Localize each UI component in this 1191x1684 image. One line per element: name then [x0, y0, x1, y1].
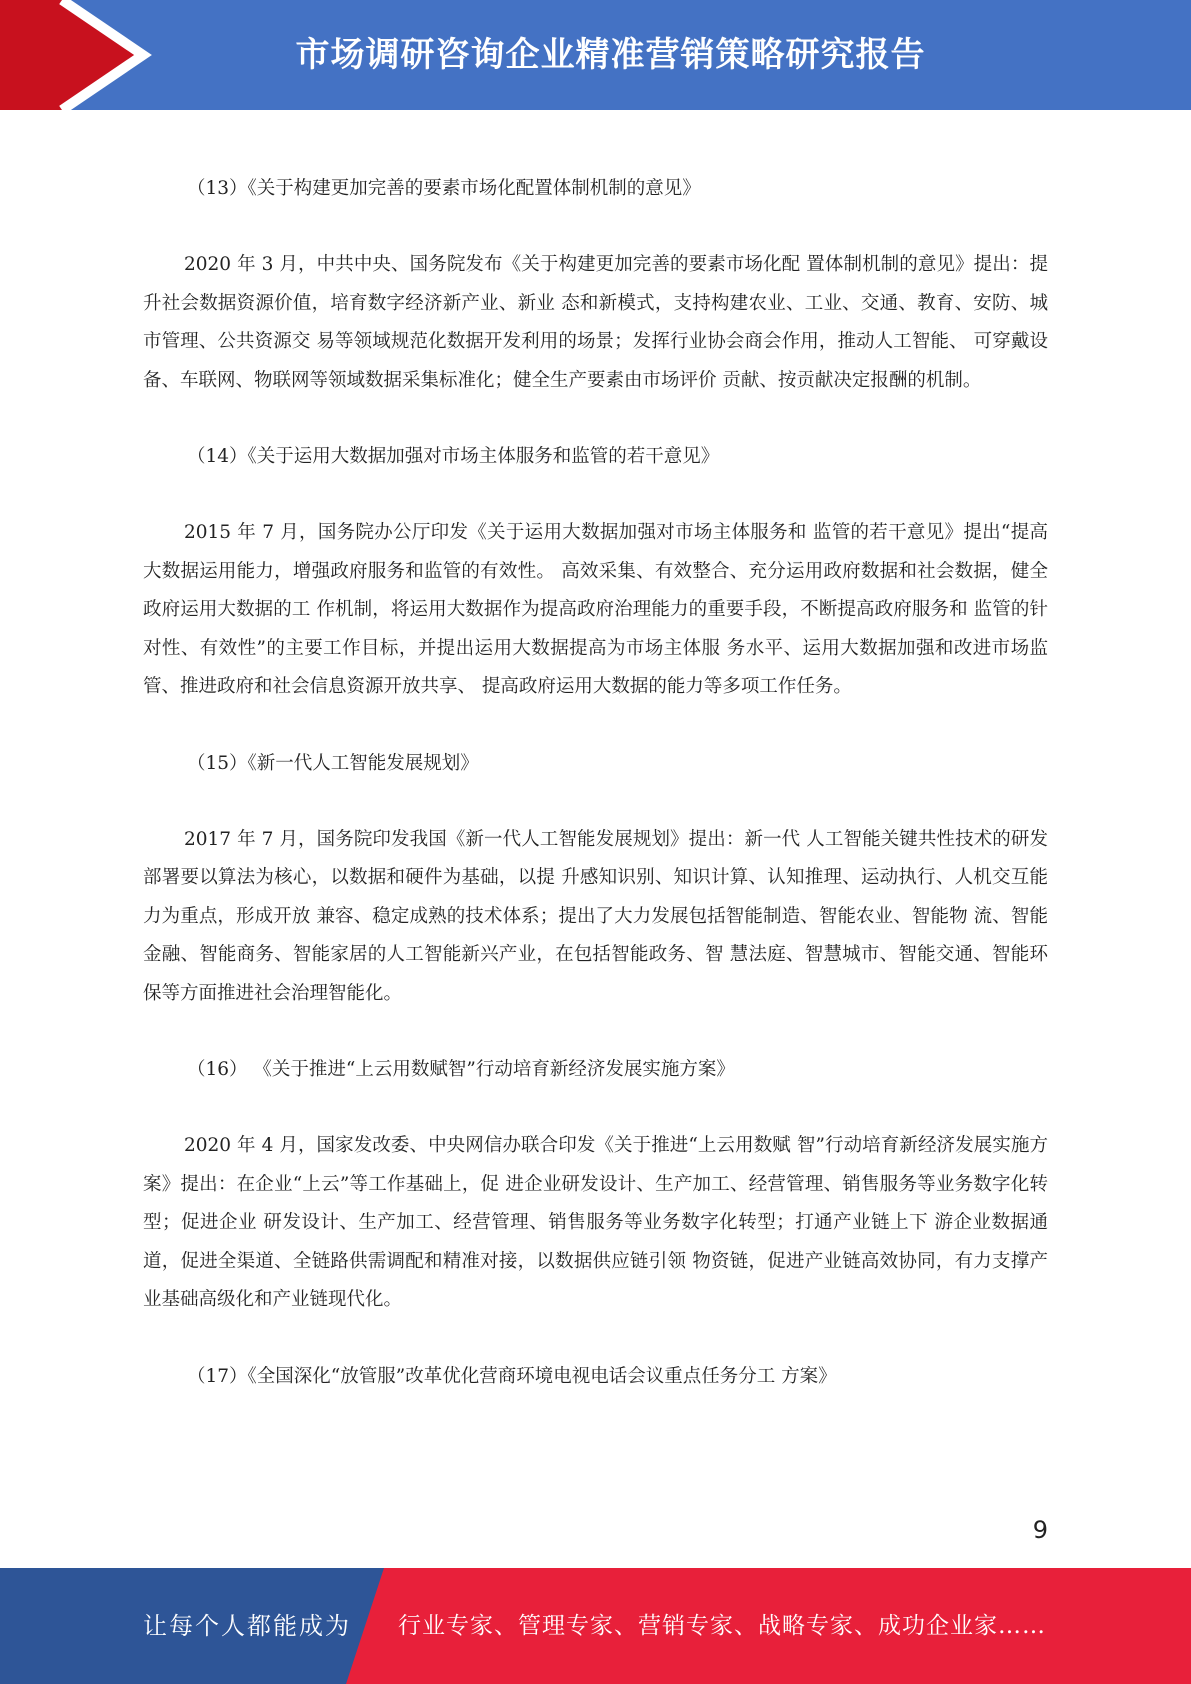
page-number: 9: [1032, 1516, 1048, 1544]
report-title: 市场调研咨询企业精准营销策略研究报告: [295, 35, 926, 75]
section-heading-15: （15）《新一代人工智能发展规划》: [187, 752, 479, 774]
section-body-13: 2020 年 3 月，中共中央、国务院发布《关于构建更加完善的要素市场化配 置体制机制的意见》提出：提升社会数据资源价值，培育数字经济新产业、新业 态和新模式，支持构建农业、工业、交通、教育、安防、城市管理、公共资源交 易等领域规范化数据开发利用的场景；发挥行业协会商会作用，推动人工智能、 可穿戴设备、车联网、物联网等领域数据采集标准化；健全生产要素由市场评价 贡献、按贡献决定报酬的机制。: [143, 254, 1048, 391]
section-body-16: 2020 年 4 月，国家发改委、中央网信办联合印发《关于推进“上云用数赋 智”行动培育新经济发展实施方案》提出：在企业“上云”等工作基础上，促 进企业研发设计、生产加工、经营管理、销售服务等业务数字化转型；促进企业 研发设计、生产加工、经营管理、销售服务等业务数字化转型；打通产业链上下 游企业数据通道，促进全渠道、全链路供需调配和精准对接，以数据供应链引领 物资链，促进产业链高效协同，有力支撑产业基础高级化和产业链现代化。: [143, 1135, 1048, 1310]
footer-slogan-right: 行业专家、管理专家、营销专家、战略专家、成功企业家……: [398, 1613, 1046, 1639]
page-footer: [0, 1568, 1191, 1684]
section-body-15: 2017 年 7 月，国务院印发我国《新一代人工智能发展规划》提出：新一代 人工智能关键共性技术的研发部署要以算法为核心，以数据和硬件为基础，以提 升感知识别、知识计算、认知推理、运动执行、人机交互能力为重点，形成开放 兼容、稳定成熟的技术体系；提出了大力发展包括智能制造、智能农业、智能物 流、智能金融、智能商务、智能家居的人工智能新兴产业，在包括智能政务、智 慧法庭、智慧城市、智能交通、智能环保等方面推进社会治理智能化。: [143, 828, 1048, 1004]
section-heading-17: （17）《全国深化“放管服”改革优化营商环境电视电话会议重点任务分工 方案》: [187, 1365, 837, 1387]
section-heading-14: （14）《关于运用大数据加强对市场主体服务和监管的若干意见》: [187, 446, 720, 467]
page-header: [0, 0, 1191, 110]
section-heading-13: （13）《关于构建更加完善的要素市场化配置体制机制的意见》: [187, 178, 701, 199]
document-body: [143, 170, 1048, 1396]
footer-slogan-left: 让每个人都能成为: [143, 1612, 351, 1640]
section-body-14: 2015 年 7 月，国务院办公厅印发《关于运用大数据加强对市场主体服务和 监管的若干意见》提出“提高大数据运用能力，增强政府服务和监管的有效性。 高效采集、有效整合、充分运用政府数据和社会数据，健全政府运用大数据的工 作机制，将运用大数据作为提高政府治理能力的重要手段，不断提高政府服务和 监管的针对性、有效性”的主要工作目标，并提出运用大数据提高为市场主体服 务水平、运用大数据加强和改进市场监管、推进政府和社会信息资源开放共享、 提高政府运用大数据的能力等多项工作任务。: [143, 522, 1048, 697]
section-heading-16: （16） 《关于推进“上云用数赋智”行动培育新经济发展实施方案》: [187, 1059, 735, 1080]
